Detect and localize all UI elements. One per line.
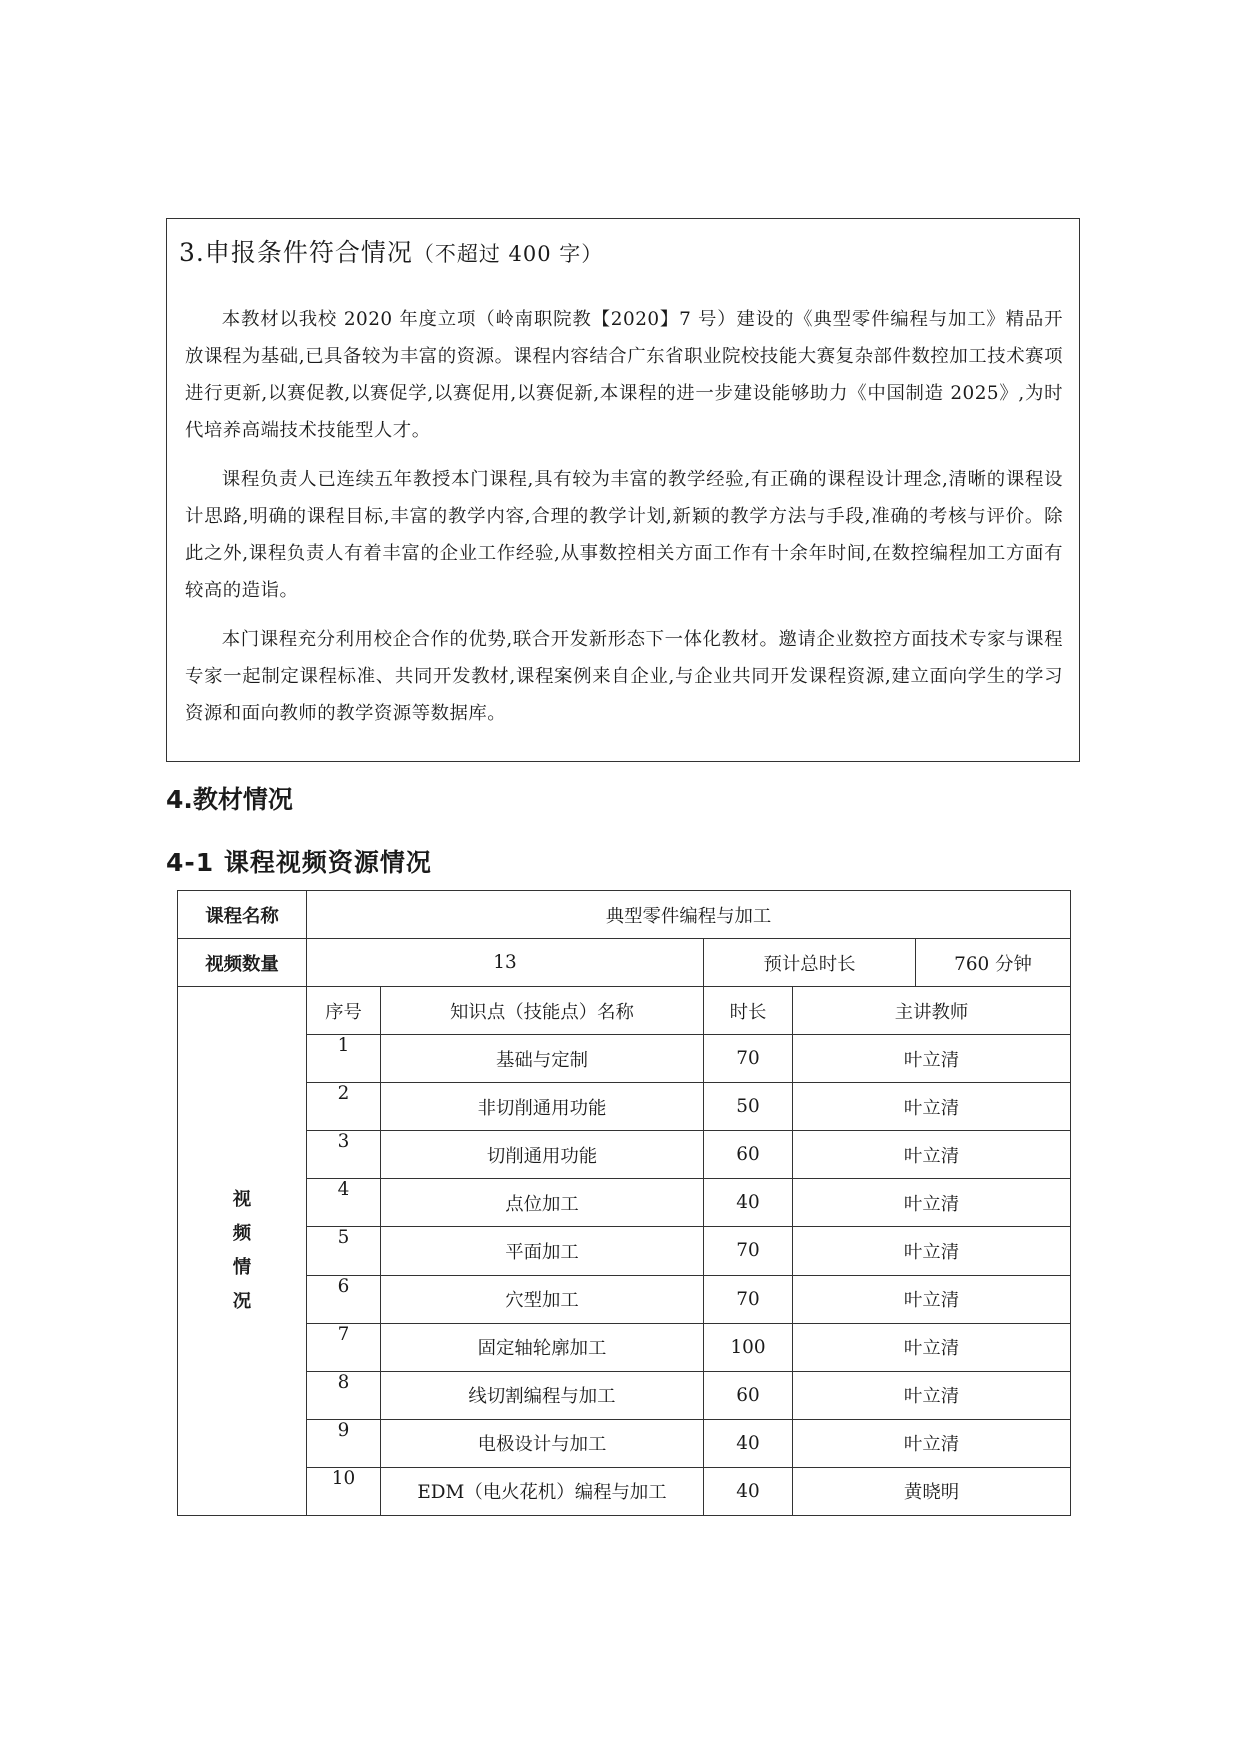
section-3-box xyxy=(166,218,1080,762)
table-row xyxy=(178,1083,1071,1131)
course-name-row xyxy=(178,891,1071,939)
row-teacher: 叶立清 xyxy=(793,1131,1071,1179)
section-3-title-text: 3.申报条件符合情况 xyxy=(179,238,413,267)
row-duration: 40 xyxy=(704,1419,793,1467)
row-duration: 70 xyxy=(704,1275,793,1323)
header-row xyxy=(178,987,1071,1035)
total-duration-value: 760 分钟 xyxy=(954,953,1032,975)
row-name: 穴型加工 xyxy=(381,1275,704,1323)
row-teacher: 叶立清 xyxy=(793,1419,1071,1467)
row-duration: 70 xyxy=(704,1035,793,1083)
course-name-label: 课程名称 xyxy=(178,891,307,939)
row-teacher: 叶立清 xyxy=(793,1275,1071,1323)
video-resource-table xyxy=(177,890,1071,1516)
paragraph: 课程负责人已连续五年教授本门课程,具有较为丰富的教学经验,有正确的课程设计理念,清晰的课程设计思路,明确的课程目标,丰富的教学内容,合理的教学计划,新颖的教学方法与手段,准确的考核与评价。除此之外,课程负责人有着丰富的企业工作经验,从事数控相关方面工作有十余年时间,在数控编程加工方面有较高的造诣。 xyxy=(185,469,1063,601)
row-index: 9 xyxy=(307,1419,381,1467)
header-teacher: 主讲教师 xyxy=(793,987,1071,1035)
row-teacher: 叶立清 xyxy=(793,1179,1071,1227)
row-name: EDM（电火花机）编程与加工 xyxy=(381,1467,704,1515)
table-row xyxy=(178,1371,1071,1419)
header-duration: 时长 xyxy=(704,987,793,1035)
video-side-label xyxy=(178,987,307,1516)
row-name: 电极设计与加工 xyxy=(381,1419,704,1467)
row-name: 切削通用功能 xyxy=(381,1131,704,1179)
section-3-title xyxy=(179,233,603,269)
total-duration-cell xyxy=(704,939,1071,987)
row-duration: 40 xyxy=(704,1179,793,1227)
table-row xyxy=(178,1275,1071,1323)
side-char: 频 xyxy=(232,1223,252,1245)
row-teacher: 叶立清 xyxy=(793,1227,1071,1275)
table-row xyxy=(178,1323,1071,1371)
row-index: 3 xyxy=(307,1131,381,1179)
course-name-value: 典型零件编程与加工 xyxy=(307,891,1071,939)
row-teacher: 黄晓明 xyxy=(793,1467,1071,1515)
row-index: 1 xyxy=(307,1035,381,1083)
row-teacher: 叶立清 xyxy=(793,1083,1071,1131)
row-index: 4 xyxy=(307,1179,381,1227)
video-count-row xyxy=(178,939,1071,987)
table-row xyxy=(178,1131,1071,1179)
row-duration: 100 xyxy=(704,1323,793,1371)
row-index: 6 xyxy=(307,1275,381,1323)
row-teacher: 叶立清 xyxy=(793,1323,1071,1371)
header-index: 序号 xyxy=(307,987,381,1035)
table-row xyxy=(178,1467,1071,1515)
row-duration: 50 xyxy=(704,1083,793,1131)
row-teacher: 叶立清 xyxy=(793,1035,1071,1083)
row-name: 固定轴轮廓加工 xyxy=(381,1323,704,1371)
row-index: 8 xyxy=(307,1371,381,1419)
row-duration: 70 xyxy=(704,1227,793,1275)
row-name: 基础与定制 xyxy=(381,1035,704,1083)
side-char: 视 xyxy=(232,1189,252,1211)
total-duration-label: 预计总时长 xyxy=(704,939,916,986)
header-name: 知识点（技能点）名称 xyxy=(381,987,704,1035)
row-duration: 40 xyxy=(704,1467,793,1515)
row-name: 非切削通用功能 xyxy=(381,1083,704,1131)
side-char: 情 xyxy=(232,1257,252,1279)
table-row xyxy=(178,1419,1071,1467)
row-index: 10 xyxy=(307,1467,381,1515)
section-4-title: 4.教材情况 xyxy=(166,785,293,814)
paragraph: 本门课程充分利用校企合作的优势,联合开发新形态下一体化教材。邀请企业数控方面技术专家与课程专家一起制定课程标准、共同开发教材,课程案例来自企业,与企业共同开发课程资源,建立面向学生的学习资源和面向教师的教学资源等数据库。 xyxy=(185,629,1063,724)
row-teacher: 叶立清 xyxy=(793,1371,1071,1419)
table-row xyxy=(178,1179,1071,1227)
side-char: 况 xyxy=(232,1291,252,1313)
paragraph: 本教材以我校 2020 年度立项（岭南职院教【2020】7 号）建设的《典型零件编程与加工》精品开放课程为基础,已具备较为丰富的资源。课程内容结合广东省职业院校技能大赛复杂部件数控加工技术赛项进行更新,以赛促教,以赛促学,以赛促用,以赛促新,本课程的进一步建设能够助力《中国制造 2025》,为时代培养高端技术技能型人才。 xyxy=(185,309,1063,441)
video-count-label: 视频数量 xyxy=(178,939,307,987)
row-index: 5 xyxy=(307,1227,381,1275)
row-name: 平面加工 xyxy=(381,1227,704,1275)
table-row xyxy=(178,1227,1071,1275)
row-index: 7 xyxy=(307,1323,381,1371)
row-index: 2 xyxy=(307,1083,381,1131)
table-row xyxy=(178,1035,1071,1083)
section-3-body xyxy=(185,301,1063,744)
section-4-1-title: 4-1 课程视频资源情况 xyxy=(166,848,432,877)
section-3-title-note: （不超过 400 字） xyxy=(412,242,604,266)
row-duration: 60 xyxy=(704,1371,793,1419)
row-name: 线切割编程与加工 xyxy=(381,1371,704,1419)
row-duration: 60 xyxy=(704,1131,793,1179)
video-count-value: 13 xyxy=(307,939,704,987)
row-name: 点位加工 xyxy=(381,1179,704,1227)
